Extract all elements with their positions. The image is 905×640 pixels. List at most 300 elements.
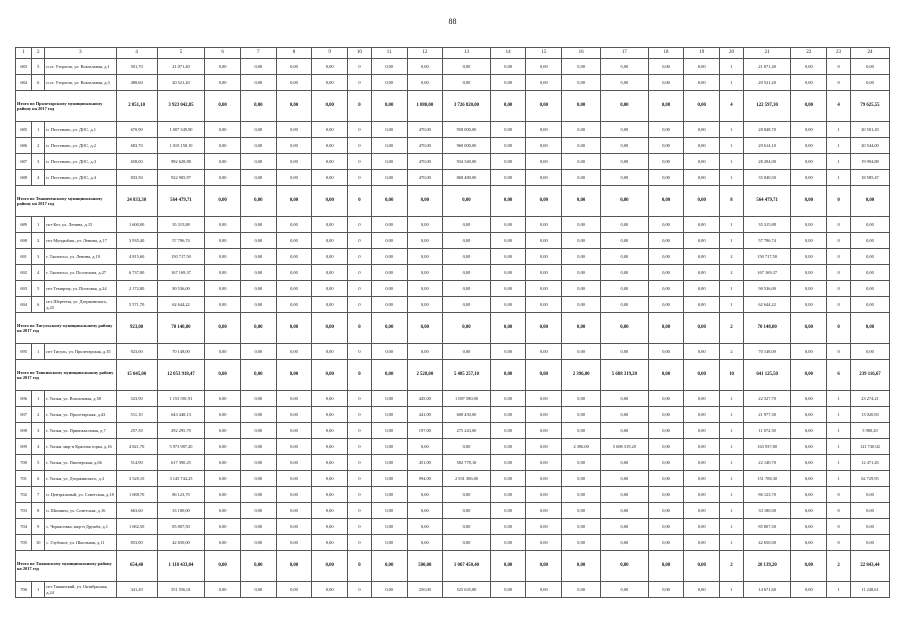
total-value: 0,00 [240,551,276,582]
total-value: 0,00 [312,313,348,344]
value-cell: 151 708,30 [743,471,791,487]
total-value: 239 116,67 [850,360,889,391]
address-cell: пгт Кез, ул. Ленина, д.15 [45,217,116,233]
value-cell: 0,00 [371,75,407,91]
value-cell: 0,00 [205,75,241,91]
total-value: 70 148,00 [157,313,205,344]
value-cell: 0,00 [601,503,649,519]
value-cell: 20 521,20 [743,75,791,91]
value-cell: 0 [827,249,851,265]
value-cell: 0,00 [490,138,526,154]
value-cell: 1 007 349,90 [157,122,205,138]
value-cell: 0,00 [684,75,720,91]
value-cell: 1 [720,519,744,535]
value-cell: 441,00 [407,407,443,423]
value-cell: 0,00 [526,281,562,297]
row-number: 698 [16,423,32,439]
value-cell: 0,00 [312,217,348,233]
value-cell: 86 123,70 [157,487,205,503]
value-cell: 0,00 [684,455,720,471]
value-cell: 1 [720,233,744,249]
value-cell: 0,00 [791,249,827,265]
value-cell: 0,00 [850,233,889,249]
total-value: 0,00 [490,91,526,122]
total-value: 0,00 [562,91,601,122]
value-cell: 0,00 [526,138,562,154]
value-cell: 2 172,80 [116,281,157,297]
value-cell: 0,00 [371,154,407,170]
total-value: 654,40 [116,551,157,582]
value-cell: 1 [720,503,744,519]
value-cell: 250,00 [407,582,443,598]
value-cell: 0,00 [312,535,348,551]
value-cell: 0,00 [601,265,649,281]
total-value: 0 [348,313,372,344]
value-cell: 0,00 [791,582,827,598]
value-cell: 0,00 [526,217,562,233]
row-number: 697 [16,407,32,423]
value-cell: 0,00 [240,344,276,360]
value-cell: 1 [720,297,744,313]
value-cell: 0,00 [205,265,241,281]
value-cell: 0,00 [791,487,827,503]
value-cell: 0,00 [601,344,649,360]
table-row [16,344,890,360]
value-cell: 0,00 [240,138,276,154]
value-cell: 0,00 [240,423,276,439]
value-cell: 0,00 [526,471,562,487]
total-value: 4 [720,91,744,122]
value-cell: 0,00 [562,154,601,170]
value-cell: 833,50 [116,170,157,186]
value-cell: 0,00 [490,423,526,439]
total-value: 22 843,44 [850,551,889,582]
value-cell: 0,00 [240,122,276,138]
value-cell: 0,00 [490,233,526,249]
value-cell: 0,00 [371,59,407,75]
value-cell: 35 315,88 [157,217,205,233]
value-cell: 0,00 [371,233,407,249]
value-cell: 0,00 [240,471,276,487]
value-cell: 0,00 [205,407,241,423]
total-value: 2 [720,313,744,344]
value-cell: 1 [827,138,851,154]
value-cell: 0,00 [205,439,241,455]
value-cell: 658,00 [116,154,157,170]
value-cell: 28 848,70 [743,122,791,138]
total-value: 24 833,30 [116,186,157,217]
value-cell: 0,00 [850,281,889,297]
value-cell: 0,00 [850,217,889,233]
value-cell: 470,00 [407,122,443,138]
value-cell: 0,00 [648,582,684,598]
value-cell: 0,00 [562,59,601,75]
total-value: 0,00 [850,313,889,344]
total-value: 923,00 [116,313,157,344]
district-total-label: Итого по Тваниченскому муниципальному району на 2017 год [16,186,117,217]
value-cell: 0 [348,217,372,233]
value-cell: 0,00 [562,217,601,233]
value-cell: 1 087 580,00 [443,391,491,407]
value-cell: 0,00 [371,265,407,281]
column-number: 17 [601,48,649,59]
value-cell: 1 [720,281,744,297]
value-cell: 23 274,21 [850,391,889,407]
value-cell: 0,00 [648,75,684,91]
value-cell: 4 815,60 [116,249,157,265]
value-cell: 0,00 [276,471,312,487]
value-cell: 0,00 [312,249,348,265]
total-value: 0 [348,91,372,122]
row-index: 1 [32,122,45,138]
row-index: 3 [32,423,45,439]
value-cell: 0,00 [371,439,407,455]
table-row [16,582,890,598]
value-cell: 0,00 [526,265,562,281]
row-number: 696 [16,391,32,407]
address-cell: пгт Шерегеш, ул. Дзержинского, д.25 [45,297,116,313]
value-cell: 2 [720,265,744,281]
row-index: 2 [32,407,45,423]
value-cell: 0,00 [562,170,601,186]
value-cell: 150 717,50 [743,249,791,265]
address-cell: г. Топки, ул. Дзержинского, д.3 [45,471,116,487]
value-cell: 0 [348,407,372,423]
row-index: 6 [32,471,45,487]
total-value: 0 [348,551,372,582]
value-cell: 0,00 [371,519,407,535]
value-cell: 0,00 [562,582,601,598]
value-cell: 0,00 [312,170,348,186]
value-cell: 0,00 [791,281,827,297]
value-cell: 0,00 [562,487,601,503]
value-cell: 0,00 [407,59,443,75]
row-index: 1 [32,391,45,407]
value-cell: 0 [348,487,372,503]
row-number: 694 [16,297,32,313]
value-cell: 0,00 [850,249,889,265]
value-cell: 0,00 [276,154,312,170]
value-cell: 42 650,00 [157,535,205,551]
column-number: 18 [648,48,684,59]
value-cell: 1 [827,122,851,138]
value-cell: 0,00 [312,391,348,407]
value-cell: 0,00 [490,503,526,519]
value-cell: 0,00 [276,233,312,249]
value-cell: 0,00 [407,233,443,249]
value-cell: 0,00 [791,391,827,407]
row-number: 685 [16,122,32,138]
value-cell: 0,00 [791,407,827,423]
value-cell: 0,00 [443,297,491,313]
value-cell: 0,00 [684,344,720,360]
value-cell: 994,00 [407,471,443,487]
district-total-label: Итого по Тяжинскому муниципальному району на 2017 год [16,551,117,582]
value-cell: 1 [720,170,744,186]
value-cell: 0,00 [240,535,276,551]
row-number: 692 [16,265,32,281]
value-cell: 0,00 [684,122,720,138]
value-cell: 868 480,00 [443,170,491,186]
value-cell: 0,00 [684,59,720,75]
table-row [16,391,890,407]
value-cell: 934 340,00 [443,154,491,170]
value-cell: 1 [720,217,744,233]
value-cell: 21 071,40 [743,59,791,75]
value-cell: 0,00 [648,407,684,423]
value-cell: 0,00 [684,138,720,154]
value-cell: 0,00 [490,344,526,360]
total-value: 8 [720,186,744,217]
value-cell: 0,00 [601,423,649,439]
value-cell: 90 536,00 [743,281,791,297]
value-cell: 0,00 [648,233,684,249]
value-cell: 0,00 [526,503,562,519]
column-number: 22 [791,48,827,59]
total-value: 641 125,50 [743,360,791,391]
address-cell: п.ст. Уторгош, ул. Вокзальная, д.3 [45,75,116,91]
column-number: 5 [157,48,205,59]
value-cell: 62 729,95 [850,471,889,487]
total-value: 0,00 [371,91,407,122]
total-value: 0,00 [791,91,827,122]
total-value: 0,00 [407,313,443,344]
total-value: 6 [827,360,851,391]
value-cell: 0,00 [312,297,348,313]
total-value: 0,00 [684,313,720,344]
row-index: 4 [32,265,45,281]
value-cell: 0 [827,233,851,249]
value-cell: 0,00 [601,535,649,551]
total-value: 0,00 [371,360,407,391]
table-row [16,423,890,439]
total-value: 0,00 [648,91,684,122]
value-cell: 0,00 [562,297,601,313]
value-cell: 0 [348,391,372,407]
value-cell: 0,00 [526,519,562,535]
table-row [16,59,890,75]
address-cell: г. Таштагол, ул. Ленина, д.19 [45,249,116,265]
value-cell: 1 [720,535,744,551]
value-cell: 2 [720,249,744,265]
value-cell: 85 807,50 [157,519,205,535]
column-number: 1 [16,48,32,59]
total-value: 0,00 [526,186,562,217]
row-number: 695 [16,344,32,360]
value-cell: 0 [348,138,372,154]
value-cell: 0,00 [240,519,276,535]
value-cell: 0,00 [240,217,276,233]
value-cell: 0,00 [490,217,526,233]
value-cell: 0,00 [850,297,889,313]
row-number: 702 [16,487,32,503]
value-cell: 0,00 [562,391,601,407]
column-number: 21 [743,48,791,59]
value-cell: 0,00 [648,535,684,551]
value-cell: 0,00 [205,391,241,407]
value-cell: 0,00 [443,281,491,297]
value-cell: 0,00 [562,423,601,439]
value-cell: 1 [827,439,851,455]
value-cell: 923,00 [116,344,157,360]
address-cell: г. Топки, ул. Привокзальная, д.7 [45,423,116,439]
value-cell: 0,00 [240,439,276,455]
total-value: 0,00 [276,91,312,122]
total-value: 3 726 820,00 [443,91,491,122]
value-cell: 0,00 [490,122,526,138]
value-cell: 470,00 [407,170,443,186]
table-row [16,138,890,154]
value-cell: 0,00 [371,344,407,360]
column-number: 12 [407,48,443,59]
value-cell: 0,00 [205,423,241,439]
total-value: 5 485 257,10 [443,360,491,391]
address-cell: п. Пестовово, ул. ДОС, д.2 [45,138,116,154]
value-cell: 0 [348,265,372,281]
total-value: 0,00 [240,186,276,217]
total-value: 0,00 [205,186,241,217]
value-cell: 0 [348,519,372,535]
value-cell: 0 [827,487,851,503]
total-value: 0,00 [312,551,348,582]
value-cell: 0,00 [205,471,241,487]
total-value: 0 [827,313,851,344]
value-cell: 0,00 [312,281,348,297]
value-cell: 0,00 [240,170,276,186]
column-number-row [16,48,890,59]
row-index: 4 [32,170,45,186]
total-value: 2 [720,551,744,582]
value-cell: 0,00 [240,455,276,471]
value-cell: 582 778,10 [443,455,491,471]
total-value: 0,00 [601,551,649,582]
value-cell: 0,00 [601,407,649,423]
value-cell: 0,00 [490,75,526,91]
value-cell: 0 [348,535,372,551]
value-cell: 1 [720,122,744,138]
table-row [16,535,890,551]
value-cell: 1 010 158,10 [157,138,205,154]
column-number: 19 [684,48,720,59]
value-cell: 11 072,50 [743,423,791,439]
value-cell: 0,00 [371,407,407,423]
address-cell: с. Черкасовка, мкр-н Дружба, д.1 [45,519,116,535]
value-cell: 90 536,00 [157,281,205,297]
value-cell: 0,00 [205,154,241,170]
value-cell: 0,00 [526,233,562,249]
table-row [16,217,890,233]
value-cell: 960 000,00 [443,138,491,154]
value-cell: 0,00 [276,265,312,281]
value-cell: 0,00 [562,122,601,138]
total-value: 2 [827,551,851,582]
total-value: 564 479,71 [743,186,791,217]
value-cell: 0,00 [371,217,407,233]
value-cell: 0,00 [371,138,407,154]
value-cell: 0 [348,154,372,170]
value-cell: 0,00 [276,170,312,186]
value-cell: 1 [720,582,744,598]
row-index: 5 [32,455,45,471]
total-value: 0,00 [526,360,562,391]
row-number: 691 [16,249,32,265]
value-cell: 28 294,00 [743,154,791,170]
value-cell: 5 688 319,20 [601,439,649,455]
address-cell: г. Топки, ул. Вокзальная, д.58 [45,391,116,407]
table-row [16,154,890,170]
value-cell: 1 153 581,91 [157,391,205,407]
value-cell: 0,00 [240,75,276,91]
total-value: 0,00 [648,313,684,344]
row-number: 703 [16,503,32,519]
value-cell: 0,00 [684,249,720,265]
column-number: 13 [443,48,491,59]
value-cell: 0 [827,281,851,297]
district-total-row [16,360,890,391]
total-value: 0,00 [526,313,562,344]
address-cell: г. Топки, мкр-н Красная горка, д.16 [45,439,116,455]
value-cell: 0,00 [205,281,241,297]
value-cell: 150 717,50 [157,249,205,265]
total-value: 0,00 [276,360,312,391]
value-cell: 0,00 [684,265,720,281]
value-cell: 0,00 [240,503,276,519]
total-value: 0,00 [562,313,601,344]
row-number: 688 [16,170,32,186]
value-cell: 514,90 [116,455,157,471]
value-cell: 0,00 [648,281,684,297]
value-cell: 85 807,50 [743,519,791,535]
column-number: 14 [490,48,526,59]
value-cell: 0,00 [312,75,348,91]
value-cell: 0 [348,455,372,471]
value-cell: 70 148,00 [743,344,791,360]
value-cell: 0,00 [371,423,407,439]
total-value: 0,00 [371,313,407,344]
total-value: 500,00 [407,551,443,582]
district-total-row [16,91,890,122]
value-cell: 0,00 [684,297,720,313]
total-value: 0,00 [276,551,312,582]
row-index: 9 [32,519,45,535]
address-cell: г. Топки, ул. Пионерская, д.66 [45,455,116,471]
value-cell: 22 140,70 [743,455,791,471]
value-cell: 0,00 [443,75,491,91]
value-cell: 0,00 [205,455,241,471]
value-cell: 0,00 [562,249,601,265]
table-row [16,487,890,503]
value-cell: 35 315,88 [743,217,791,233]
value-cell: 0,00 [648,297,684,313]
value-cell: 292 295,70 [157,423,205,439]
value-cell: 0,00 [205,344,241,360]
value-cell: 0,00 [850,503,889,519]
value-cell: 0,00 [371,503,407,519]
value-cell: 0,00 [490,582,526,598]
table-row [16,439,890,455]
total-value: 1 880,00 [407,91,443,122]
value-cell: 0,00 [562,233,601,249]
total-value: 0,00 [240,313,276,344]
value-cell: 0 [348,59,372,75]
value-cell: 0,00 [240,407,276,423]
value-cell: 0,00 [601,471,649,487]
total-value: 0,00 [791,551,827,582]
value-cell: 1 [827,582,851,598]
column-number: 16 [562,48,601,59]
value-cell: 0,00 [443,59,491,75]
value-cell: 0,00 [490,154,526,170]
